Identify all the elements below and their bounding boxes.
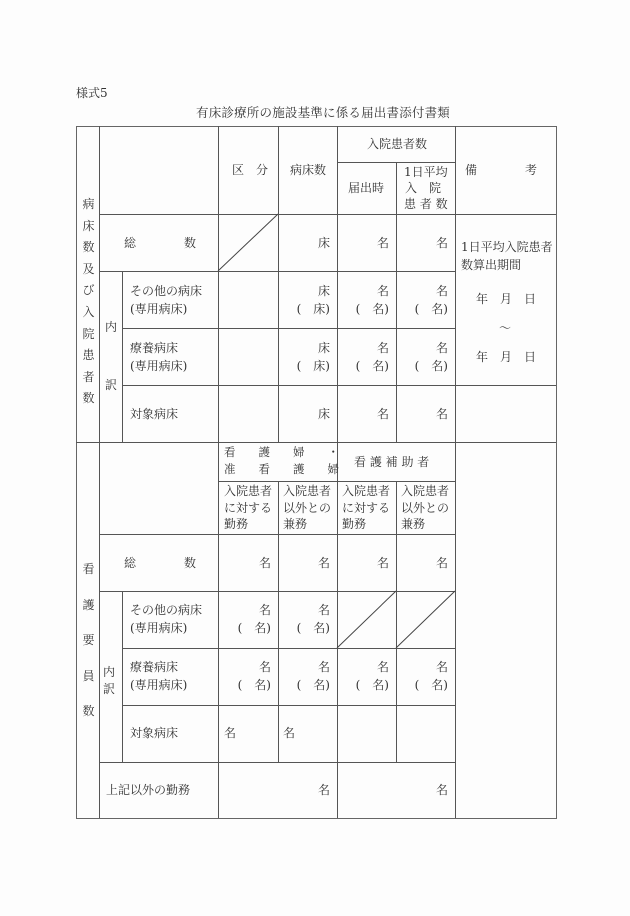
header-assistant-inpatient-duty: 入院患者 に対する 勤務 — [342, 484, 391, 531]
grid-line — [99, 534, 455, 535]
header-remarks: 備 考 — [465, 163, 538, 177]
grid-line — [122, 591, 123, 762]
target-daily-avg-unit: 名 — [435, 407, 448, 421]
staff-row-label-other-beds: その他の病床 (専用病床) — [130, 603, 203, 635]
total-at-filing-unit: 名 — [376, 236, 389, 250]
grid-line — [122, 328, 455, 329]
staff-total-unit: 名 — [435, 556, 448, 570]
staff-recuperation-value: 名 ( 名) — [355, 660, 389, 692]
header-nurse: 看 護 婦 ・ 准 看 護 婦 — [224, 445, 339, 476]
row-label-recuperation-beds: 療養病床 (専用病床) — [130, 341, 188, 373]
other-duties-nurse-unit: 名 — [317, 783, 330, 797]
grid-line — [122, 385, 556, 386]
staff-total-unit: 名 — [258, 556, 271, 570]
grid-line — [99, 762, 455, 763]
grid-line — [122, 648, 455, 649]
staff-target-unit: 名 — [283, 726, 296, 740]
row-label-target-beds: 対象病床 — [130, 407, 179, 421]
staff-other-value: 名 ( 名) — [296, 603, 330, 635]
other-duties-assistant-unit: 名 — [435, 783, 448, 797]
header-nurse-inpatient-duty: 入院患者 に対する 勤務 — [224, 484, 273, 531]
grid-line — [99, 271, 455, 272]
staff-row-label-target-beds: 対象病床 — [130, 726, 179, 740]
staff-row-label-total: 総 数 — [124, 556, 197, 570]
diagonal-slash — [218, 214, 278, 271]
vertical-label-nursing-staff: 看 護 要 員 数 — [82, 562, 95, 718]
header-at-filing: 届出時 — [348, 181, 385, 195]
total-beds-unit: 床 — [317, 236, 330, 250]
grid-line — [122, 271, 123, 442]
header-daily-average: 1日平均 入 院 患 者 数 — [404, 165, 448, 211]
diagonal-slash — [337, 591, 396, 648]
header-beds: 病床数 — [290, 163, 327, 177]
grid-line — [337, 162, 455, 163]
header-nursing-assistant: 看 護 補 助 者 — [354, 455, 430, 469]
staff-recuperation-value: 名 ( 名) — [296, 660, 330, 692]
grid-line — [122, 705, 455, 706]
other-at-filing: 名 ( 名) — [355, 284, 389, 316]
recuperation-at-filing: 名 ( 名) — [355, 341, 389, 373]
staff-row-label-recuperation-beds: 療養病床 (専用病床) — [130, 660, 188, 692]
grid-line — [218, 126, 219, 442]
remarks-period-label: 1日平均入院患者 数算出期間 — [461, 240, 553, 272]
staff-target-unit: 名 — [224, 726, 237, 740]
breakdown-label-uchi: 内 — [105, 320, 118, 334]
form-number: 様式5 — [76, 86, 108, 100]
header-assistant-concurrent-duty: 入院患者 以外との 兼務 — [401, 484, 450, 531]
period-to-date: 年 月 日 — [476, 350, 537, 364]
grid-line — [99, 214, 556, 215]
row-label-other-duties: 上記以外の勤務 — [106, 783, 191, 797]
staff-total-unit: 名 — [376, 556, 389, 570]
row-label-other-beds: その他の病床 (専用病床) — [130, 284, 203, 316]
diagonal-slash — [396, 591, 455, 648]
section-divider — [76, 442, 556, 443]
document-title: 有床診療所の施設基準に係る届出書添付書類 — [196, 105, 451, 120]
breakdown-label-wake: 訳 — [105, 378, 118, 392]
vertical-label-beds-inpatients: 病 床 数 及 び 入 院 患 者 数 — [82, 197, 95, 406]
staff-recuperation-value: 名 ( 名) — [414, 660, 448, 692]
other-daily-avg: 名 ( 名) — [414, 284, 448, 316]
period-tilde: ～ — [499, 321, 512, 335]
grid-line — [455, 126, 456, 818]
row-label-total: 総 数 — [124, 236, 197, 250]
recuperation-beds-count: 床 ( 床) — [296, 341, 330, 373]
staff-other-value: 名 ( 名) — [237, 603, 271, 635]
target-at-filing-unit: 名 — [376, 407, 389, 421]
header-nurse-concurrent-duty: 入院患者 以外との 兼務 — [283, 484, 332, 531]
grid-line — [218, 481, 455, 482]
header-inpatients: 入院患者数 — [367, 137, 428, 151]
staff-recuperation-value: 名 ( 名) — [237, 660, 271, 692]
other-beds-count: 床 ( 床) — [296, 284, 330, 316]
period-from-date: 年 月 日 — [476, 292, 537, 306]
total-daily-avg-unit: 名 — [435, 236, 448, 250]
recuperation-daily-avg: 名 ( 名) — [414, 341, 448, 373]
staff-total-unit: 名 — [317, 556, 330, 570]
target-beds-unit: 床 — [317, 407, 330, 421]
header-kubun: 区 分 — [232, 163, 269, 177]
staff-breakdown-label: 内 訳 — [103, 665, 116, 696]
